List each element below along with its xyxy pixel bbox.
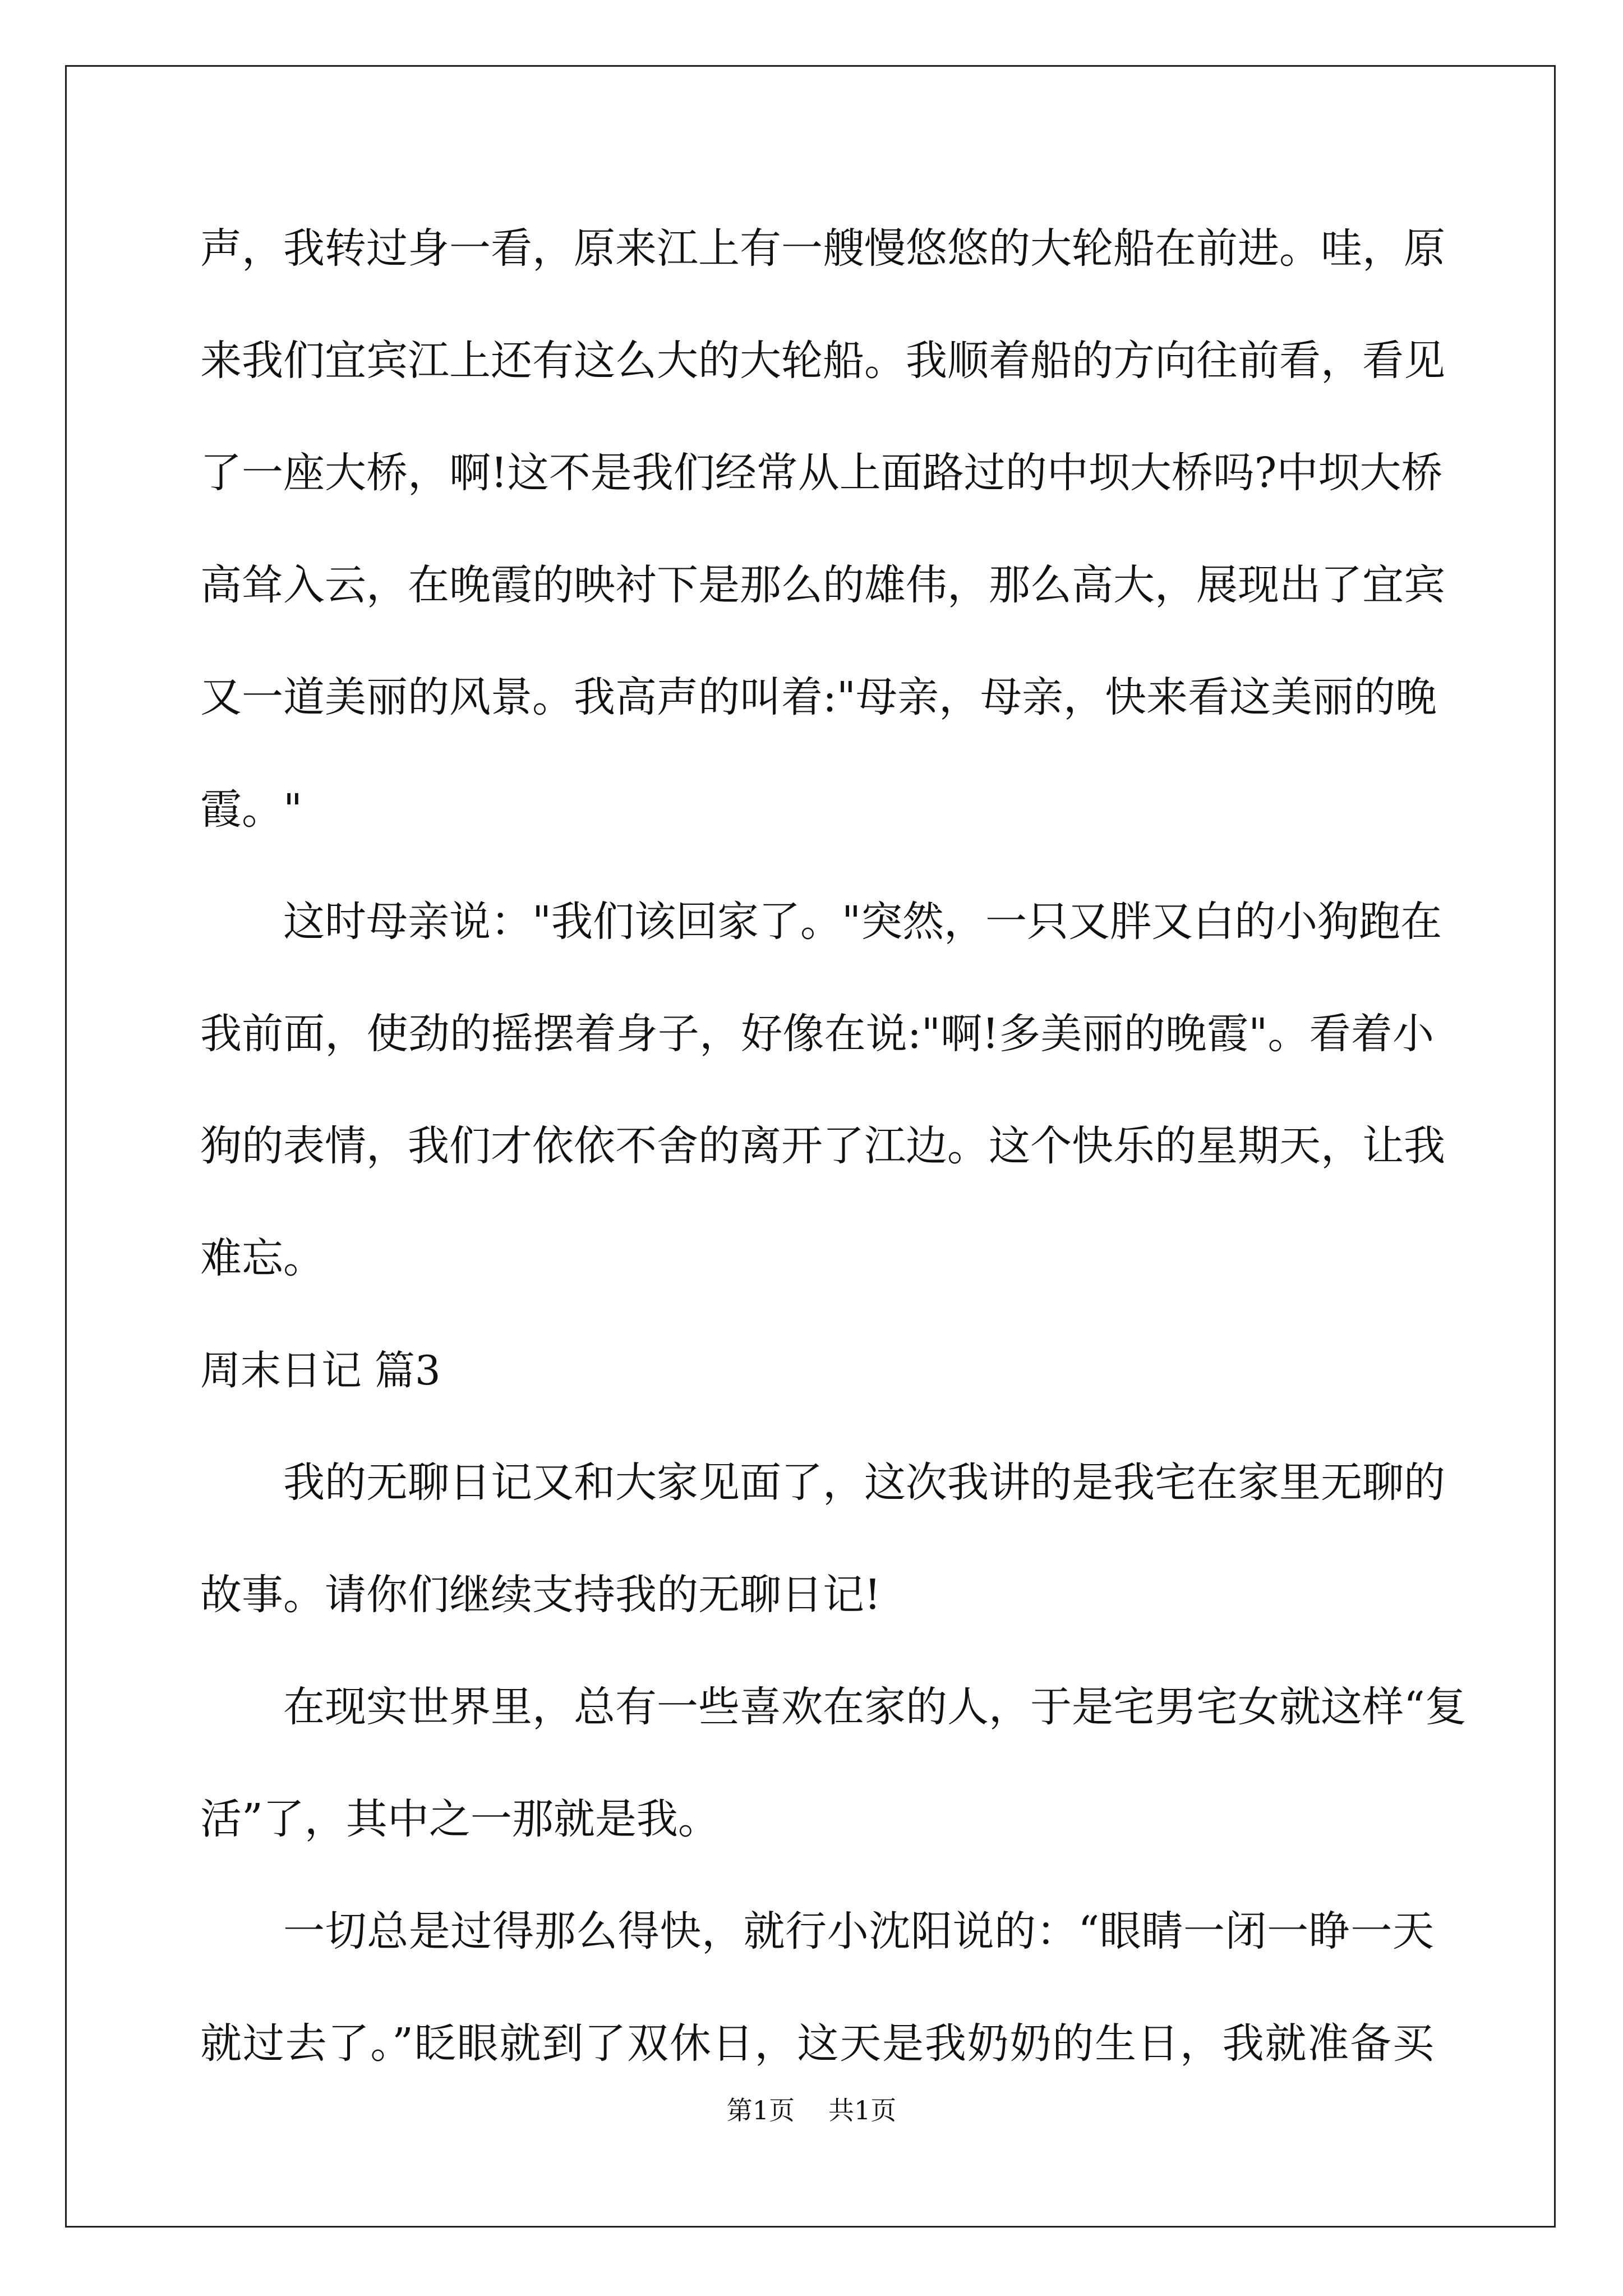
paragraph-line: 我前面，使劲的摇摆着身子，好像在说:"啊!多美丽的晚霞"。看着小 — [200, 1010, 1434, 1058]
paragraph-line: 声，我转过身一看，原来江上有一艘慢悠悠的大轮船在前进。哇，原 — [200, 224, 1445, 273]
paragraph-line: 来我们宜宾江上还有这么大的大轮船。我顺着船的方向往前看，看见 — [200, 337, 1445, 385]
section-heading: 周末日记 篇3 — [200, 1347, 441, 1394]
paragraph-line: 了一座大桥，啊!这不是我们经常从上面路过的中坝大桥吗?中坝大桥 — [200, 449, 1443, 497]
paragraph-line: 就过去了。”眨眼就到了双休日，这天是我奶奶的生日，我就准备买 — [200, 2019, 1434, 2068]
total-pages: 共1页 — [828, 2095, 897, 2125]
paragraph-line: 这时母亲说："我们该回家了。"突然，一只又胖又白的小狗跑在 — [283, 898, 1442, 946]
paragraph-line: 我的无聊日记又和大家见面了，这次我讲的是我宅在家里无聊的 — [283, 1458, 1445, 1507]
paragraph-line: 高耸入云，在晚霞的映衬下是那么的雄伟，那么高大，展现出了宜宾 — [200, 561, 1445, 609]
paragraph-line: 难忘。 — [200, 1234, 325, 1282]
paragraph-line: 霞。" — [200, 785, 303, 834]
paragraph-line: 狗的表情，我们才依依不舍的离开了江边。这个快乐的星期天，让我 — [200, 1122, 1445, 1170]
paragraph-line: 一切总是过得那么得快，就行小沈阳说的：“眼睛一闭一睁一天 — [283, 1907, 1434, 1955]
paragraph-line: 在现实世界里，总有一些喜欢在家的人，于是宅男宅女就这样“复 — [283, 1683, 1467, 1731]
paragraph-line: 又一道美丽的风景。我高声的叫着:"母亲，母亲，快来看这美丽的晚 — [200, 673, 1437, 721]
paragraph-line: 活”了，其中之一那就是我。 — [200, 1795, 720, 1843]
page-footer — [0, 2093, 1623, 2127]
paragraph-line: 故事。请你们继续支持我的无聊日记! — [200, 1571, 881, 1619]
page-number: 第1页 — [726, 2095, 795, 2125]
